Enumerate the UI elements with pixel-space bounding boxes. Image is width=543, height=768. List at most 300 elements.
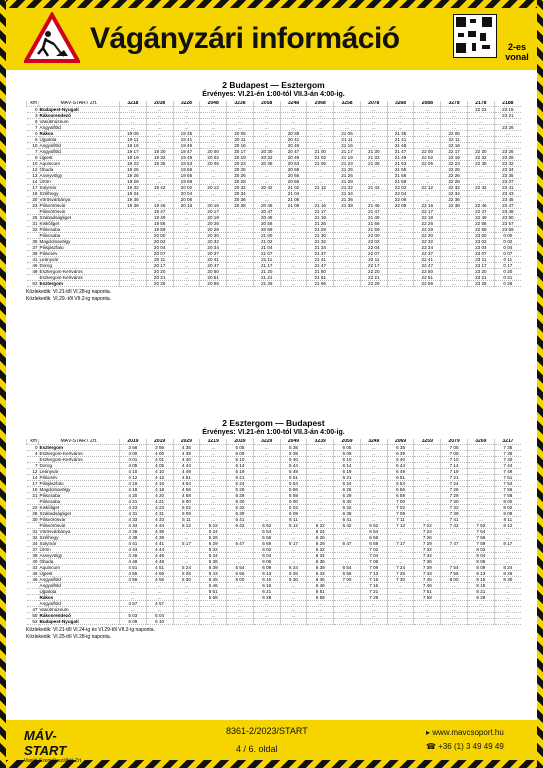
time-cell: ... [200, 143, 227, 149]
time-cell: 7 54 [467, 529, 494, 535]
time-cell: ... [467, 143, 494, 149]
time-cell: ... [173, 227, 200, 233]
time-cell: ... [307, 107, 334, 113]
line-tag-2: vonal [505, 52, 529, 62]
time-cell: ... [146, 607, 173, 613]
time-cell: 7 24 [387, 565, 414, 571]
time-cell: 21 26 [253, 281, 280, 287]
time-cell: 21 02 [253, 239, 280, 245]
time-cell: 21 02 [280, 185, 307, 191]
time-cell: ... [334, 595, 361, 601]
time-cell: 21 50 [307, 269, 334, 275]
station-name: Angyalföld [39, 601, 120, 607]
time-cell: 6 32 [334, 505, 361, 511]
time-cell: 21 49 [387, 155, 414, 161]
time-cell: 7 26 [441, 487, 468, 493]
station-name: Pilisvörösvár [39, 209, 120, 215]
time-cell: 22 34 [441, 191, 468, 197]
time-cell: 6 34 [307, 553, 334, 559]
time-cell: ... [360, 107, 387, 113]
time-cell: ... [387, 269, 414, 275]
line-tag [497, 42, 537, 62]
time-cell: ... [120, 227, 147, 233]
train-number: 3249 [360, 439, 387, 445]
time-cell: 7 51 [414, 589, 441, 595]
time-cell: ... [280, 251, 307, 257]
time-cell: 21 06 [280, 197, 307, 203]
time-cell: ... [200, 481, 227, 487]
time-cell: 23 48 [494, 209, 521, 215]
time-cell: 5 26 [227, 487, 254, 493]
station-name: Szabadságliget [39, 215, 120, 221]
time-cell: 20 28 [200, 227, 227, 233]
station-name: Leányvár [39, 257, 120, 263]
time-cell: ... [494, 535, 521, 541]
time-cell: 6 52 [360, 523, 387, 529]
time-cell: ... [334, 535, 361, 541]
time-cell: 22 21 [467, 107, 494, 113]
time-cell: 7 54 [441, 565, 468, 571]
time-cell: 23 07 [467, 251, 494, 257]
time-cell: ... [441, 613, 468, 619]
time-cell: ... [414, 511, 441, 517]
time-cell: ... [441, 251, 468, 257]
time-cell: 4 46 [120, 553, 147, 559]
time-cell: ... [120, 257, 147, 263]
time-cell: 6 43 [307, 571, 334, 577]
time-cell: ... [200, 493, 227, 499]
time-cell: 8 04 [467, 553, 494, 559]
time-cell: ... [280, 125, 307, 131]
time-cell: 5 00 [173, 499, 200, 505]
time-cell: 20 00 [200, 149, 227, 155]
time-cell: 19 46 [173, 143, 200, 149]
train-number: 2029 [173, 439, 200, 445]
time-cell: 7 39 [441, 511, 468, 517]
time-cell: ... [146, 595, 173, 601]
time-cell: ... [414, 601, 441, 607]
time-cell: 22 32 [441, 185, 468, 191]
time-cell: ... [200, 191, 227, 197]
time-cell: 4 12 [120, 475, 147, 481]
time-cell: 5 32 [200, 547, 227, 553]
time-cell: ... [334, 275, 361, 281]
time-cell: ... [227, 263, 254, 269]
time-cell: 4 01 [120, 457, 147, 463]
time-cell: ... [146, 143, 173, 149]
operator-label: MÁV-START Zrt. [39, 439, 120, 445]
station-name: Vörösvárbánya [39, 529, 120, 535]
time-cell: ... [387, 221, 414, 227]
time-cell: ... [120, 245, 147, 251]
time-cell: 4 44 [173, 463, 200, 469]
section-validity: Érvényes: VI.21-én 1:00-tól VII.3-án 4:00-ig. [202, 91, 345, 98]
time-cell: 23 32 [494, 161, 521, 167]
train-number: 2079 [441, 439, 468, 445]
page-title: Vágányzári információ [90, 22, 400, 55]
time-cell: ... [414, 107, 441, 113]
time-cell: 23 57 [494, 221, 521, 227]
time-cell: 4 48 [146, 559, 173, 565]
time-cell: ... [441, 529, 468, 535]
time-cell: 23 17 [467, 263, 494, 269]
station-name: Esztergom [39, 281, 120, 287]
page-number: 4 / 6. oldal [236, 744, 278, 754]
time-cell: ... [334, 257, 361, 263]
timetable [26, 101, 521, 287]
time-cell: ... [120, 607, 147, 613]
station-name: Budapest-Nyugati [39, 619, 120, 625]
time-cell: ... [253, 463, 280, 469]
time-cell: 23 21 [467, 275, 494, 281]
time-cell: 23 35 [494, 173, 521, 179]
time-cell: 6 30 [280, 577, 307, 583]
time-cell: ... [146, 113, 173, 119]
time-cell: 7 34 [414, 553, 441, 559]
time-cell: ... [280, 245, 307, 251]
time-cell: ... [227, 619, 254, 625]
station-name: Piliscsaba [39, 233, 120, 239]
time-cell: 7 46 [414, 583, 441, 589]
train-number: 3278 [441, 101, 468, 107]
time-cell: 20 47 [200, 263, 227, 269]
km-cell: 7 [27, 149, 39, 155]
time-cell: ... [200, 107, 227, 113]
station-name: Esztergom [39, 445, 120, 451]
time-cell: ... [307, 517, 334, 523]
time-cell: 7 12 [387, 523, 414, 529]
time-cell: 7 06 [360, 559, 387, 565]
time-cell: 6 02 [253, 547, 280, 553]
time-cell: 20 23 [227, 161, 254, 167]
time-cell: 5 39 [280, 451, 307, 457]
time-cell: 21 16 [307, 203, 334, 209]
time-cell: ... [334, 227, 361, 233]
time-cell: 6 13 [253, 571, 280, 577]
time-cell: 20 49 [253, 215, 280, 221]
time-cell: 21 36 [334, 197, 361, 203]
train-number: 3228 [173, 101, 200, 107]
time-cell: 22 19 [414, 215, 441, 221]
time-cell: ... [334, 601, 361, 607]
time-cell: 6 17 [280, 541, 307, 547]
time-cell: 5 56 [253, 535, 280, 541]
time-cell: ... [280, 553, 307, 559]
time-cell: ... [387, 263, 414, 269]
time-cell: ... [200, 487, 227, 493]
time-cell: 4 56 [173, 487, 200, 493]
time-cell: ... [387, 589, 414, 595]
time-cell: 19 35 [146, 161, 173, 167]
train-number: 3238 [227, 101, 254, 107]
time-cell: ... [227, 589, 254, 595]
time-cell: 5 52 [253, 523, 280, 529]
time-cell: 22 36 [441, 197, 468, 203]
time-cell: ... [467, 475, 494, 481]
time-cell: 4 56 [120, 577, 147, 583]
time-cell: ... [120, 107, 147, 113]
time-cell: 7 28 [360, 595, 387, 601]
time-cell: 22 42 [467, 185, 494, 191]
time-cell: 6 56 [360, 535, 387, 541]
time-cell: ... [360, 451, 387, 457]
time-cell: ... [227, 535, 254, 541]
time-cell: 4 34 [120, 523, 147, 529]
km-cell: 28 [27, 511, 39, 517]
time-cell: ... [173, 529, 200, 535]
time-cell: ... [414, 463, 441, 469]
time-cell: ... [387, 209, 414, 215]
time-cell: 0 07 [494, 251, 521, 257]
km-cell: 41 [27, 257, 39, 263]
station-name: Piliscsév [39, 251, 120, 257]
time-cell: ... [307, 131, 334, 137]
time-cell: ... [441, 601, 468, 607]
time-cell: 6 19 [334, 469, 361, 475]
time-cell: ... [414, 445, 441, 451]
time-cell: 7 13 [360, 571, 387, 577]
time-cell: ... [307, 481, 334, 487]
time-cell: 7 58 [414, 595, 441, 601]
time-cell: 6 12 [280, 523, 307, 529]
time-cell: ... [441, 553, 468, 559]
time-cell: ... [173, 535, 200, 541]
time-cell: ... [173, 595, 200, 601]
time-cell: 22 25 [441, 167, 468, 173]
time-cell: ... [227, 529, 254, 535]
time-cell: 22 47 [414, 263, 441, 269]
time-cell: ... [467, 463, 494, 469]
time-cell: 7 47 [441, 541, 468, 547]
train-number: 2058 [253, 101, 280, 107]
time-cell: ... [441, 275, 468, 281]
time-cell: 22 56 [467, 221, 494, 227]
time-cell: ... [414, 191, 441, 197]
station-name: Aranyvölgy [39, 173, 120, 179]
time-cell: 4 57 [146, 601, 173, 607]
train-number: 3229 [253, 439, 280, 445]
time-cell: ... [307, 505, 334, 511]
time-cell: 20 30 [253, 149, 280, 155]
time-cell: ... [414, 475, 441, 481]
time-cell: 21 32 [307, 239, 334, 245]
km-cell: 0 [27, 131, 39, 137]
time-cell: 5 19 [227, 469, 254, 475]
time-cell: 22 59 [467, 227, 494, 233]
time-cell: 5 09 [120, 619, 147, 625]
km-cell: 12 [27, 469, 39, 475]
km-cell: 10 [27, 161, 39, 167]
time-cell: 22 26 [360, 281, 387, 287]
station-name: Piliscsaba [39, 227, 120, 233]
station-name: Magdolnavölgy [39, 239, 120, 245]
time-cell: 22 20 [360, 269, 387, 275]
time-cell: ... [227, 601, 254, 607]
time-cell: 6 51 [387, 475, 414, 481]
time-cell: ... [280, 119, 307, 125]
time-cell: ... [227, 281, 254, 287]
train-number: 2069 [387, 439, 414, 445]
time-cell: 23 04 [467, 245, 494, 251]
time-cell: 4 33 [146, 517, 173, 523]
train-number: 2068 [307, 101, 334, 107]
time-cell: ... [173, 607, 200, 613]
time-cell: ... [414, 469, 441, 475]
km-cell: 14 [27, 475, 39, 481]
time-cell: ... [227, 233, 254, 239]
time-cell: 6 32 [307, 547, 334, 553]
station-name: Vörösvárbánya [39, 197, 120, 203]
time-cell: 6 56 [334, 571, 361, 577]
time-cell: ... [467, 137, 494, 143]
time-cell: ... [467, 613, 494, 619]
time-cell: ... [387, 275, 414, 281]
time-cell: 20 20 [146, 269, 173, 275]
time-cell: 21 02 [307, 155, 334, 161]
train-number: 2188 [494, 101, 521, 107]
train-number: 3217 [494, 439, 521, 445]
time-cell: ... [146, 191, 173, 197]
km-cell: 12 [27, 167, 39, 173]
time-cell: ... [280, 559, 307, 565]
qr-code-icon[interactable] [453, 14, 497, 58]
right-hazard-stripe [537, 0, 543, 768]
time-cell: 22 28 [441, 179, 468, 185]
time-cell: ... [441, 607, 468, 613]
train-number: 2048 [200, 101, 227, 107]
time-cell: 5 10 [146, 619, 173, 625]
time-cell: ... [467, 469, 494, 475]
time-cell: 4 51 [173, 475, 200, 481]
time-cell: ... [387, 281, 414, 287]
time-cell: 7 58 [494, 493, 521, 499]
time-cell: 4 01 [146, 457, 173, 463]
station-name: Angyalföld [39, 577, 120, 583]
time-cell: 22 26 [441, 173, 468, 179]
time-cell: ... [387, 607, 414, 613]
footnotes [26, 627, 521, 641]
time-cell: 22 46 [467, 203, 494, 209]
time-cell: 23 11 [467, 257, 494, 263]
km-cell: 22 [27, 505, 39, 511]
time-cell: 5 09 [173, 511, 200, 517]
time-cell: 19 36 [120, 197, 147, 203]
time-cell: 20 53 [280, 161, 307, 167]
time-cell: 23 26 [494, 125, 521, 131]
time-cell: ... [414, 451, 441, 457]
time-cell: 21 11 [253, 257, 280, 263]
time-cell: 4 20 [146, 493, 173, 499]
time-cell: ... [227, 607, 254, 613]
time-cell: ... [414, 119, 441, 125]
time-cell: 7 21 [441, 475, 468, 481]
time-cell: 20 47 [253, 209, 280, 215]
time-cell: 22 17 [414, 209, 441, 215]
time-cell: 22 00 [360, 233, 387, 239]
time-cell: ... [467, 119, 494, 125]
time-cell: ... [334, 113, 361, 119]
phone-number: ☎ +36 (1) 3 49 49 49 [426, 742, 504, 751]
time-cell: 7 39 [494, 451, 521, 457]
time-cell: ... [280, 269, 307, 275]
station-name: Óbuda [39, 559, 120, 565]
time-cell: 4 44 [146, 547, 173, 553]
time-cell: 8 13 [467, 571, 494, 577]
time-cell: ... [467, 481, 494, 487]
time-cell: 22 30 [467, 149, 494, 155]
time-cell: 8 02 [494, 505, 521, 511]
time-cell: 7 00 [387, 499, 414, 505]
time-cell: 7 49 [494, 469, 521, 475]
time-cell: ... [360, 191, 387, 197]
time-cell: ... [146, 107, 173, 113]
time-cell: ... [307, 173, 334, 179]
time-cell: 5 02 [173, 505, 200, 511]
website-link[interactable]: ▸ www.mavcsoport.hu [426, 728, 504, 737]
time-cell: 7 05 [441, 445, 468, 451]
station-name: Aranyvölgy [39, 553, 120, 559]
time-cell: 22 05 [441, 131, 468, 137]
time-cell: ... [307, 475, 334, 481]
time-cell: ... [253, 173, 280, 179]
time-cell: 4 56 [146, 577, 173, 583]
km-cell: 17 [27, 185, 39, 191]
time-cell: ... [494, 589, 521, 595]
time-cell: ... [200, 613, 227, 619]
time-cell: ... [414, 493, 441, 499]
time-cell: ... [467, 601, 494, 607]
time-cell: 6 39 [307, 565, 334, 571]
time-cell: ... [227, 107, 254, 113]
time-cell: 22 12 [414, 185, 441, 191]
time-cell: ... [307, 197, 334, 203]
time-cell: ... [360, 137, 387, 143]
section-title: 2 Budapest — Esztergom [222, 80, 325, 90]
time-cell: ... [494, 119, 521, 125]
time-cell: ... [253, 113, 280, 119]
time-cell: 21 49 [360, 215, 387, 221]
time-cell: ... [387, 257, 414, 263]
time-cell: 21 38 [334, 203, 361, 209]
time-cell: 5 14 [227, 463, 254, 469]
page-header [6, 8, 537, 70]
train-number: 3259 [414, 439, 441, 445]
table-row [27, 619, 522, 625]
time-cell: ... [387, 245, 414, 251]
time-cell: ... [146, 137, 173, 143]
time-cell: ... [200, 137, 227, 143]
time-cell: 7 22 [414, 523, 441, 529]
time-cell: 20 02 [146, 239, 173, 245]
time-cell: 22 49 [467, 215, 494, 221]
time-cell: ... [280, 547, 307, 553]
time-cell: 6 46 [307, 583, 334, 589]
time-cell: 21 23 [334, 161, 361, 167]
time-cell: ... [173, 251, 200, 257]
time-cell: 6 40 [387, 457, 414, 463]
time-cell: 7 51 [494, 475, 521, 481]
time-cell: 0 04 [494, 245, 521, 251]
time-cell: 7 26 [414, 535, 441, 541]
time-cell: 5 40 [280, 457, 307, 463]
time-cell: ... [253, 493, 280, 499]
time-cell: 22 19 [441, 155, 468, 161]
station-name: Pilisjászfalu [39, 481, 120, 487]
top-hazard-stripe [0, 0, 543, 8]
timetable-body [27, 107, 522, 287]
time-cell: ... [441, 589, 468, 595]
time-cell: 4 51 [146, 565, 173, 571]
